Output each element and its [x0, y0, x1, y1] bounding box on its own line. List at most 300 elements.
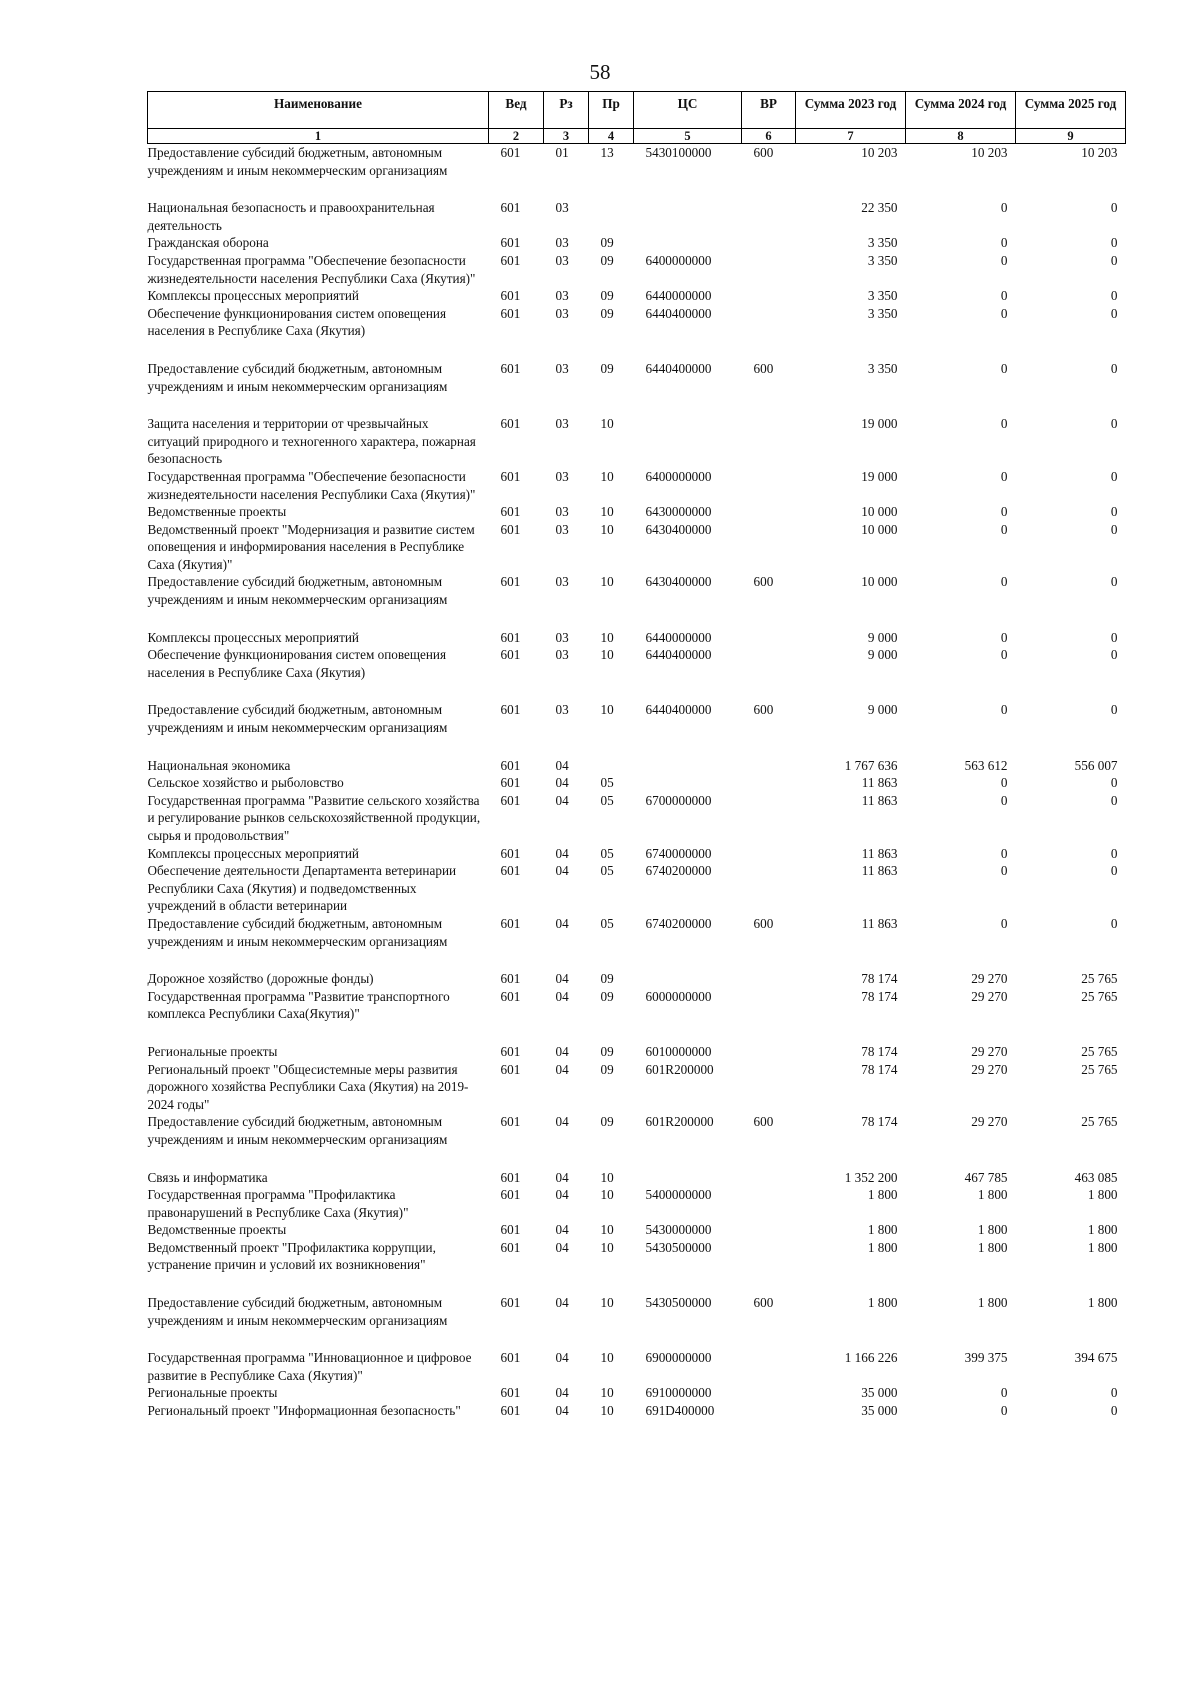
header-number: 8: [906, 129, 1016, 144]
cell-sum-2024: 29 270: [971, 988, 1008, 1004]
cell-pr: 09: [600, 305, 614, 321]
table-row: [148, 573, 1126, 628]
header-number: 3: [544, 129, 589, 144]
header-number: 5: [634, 129, 742, 144]
cell-pr: 10: [600, 416, 614, 432]
cell-cs: 6740000000: [645, 845, 712, 861]
cell-cs: 6440400000: [645, 305, 712, 321]
header-number: 2: [489, 129, 544, 144]
table-row: [148, 970, 1126, 988]
table-body: [148, 144, 1126, 1420]
cell-sum-2024: 0: [1000, 1385, 1008, 1401]
header-number: 6: [742, 129, 796, 144]
cell-sum-2024: 29 270: [971, 1114, 1008, 1130]
cell-vr: [742, 774, 796, 792]
table-row: [148, 774, 1126, 792]
cell-rz: 04: [555, 1114, 569, 1130]
cell-name: Предоставление субсидий бюджетным, автономным учреждениям и иным некоммерческим организациям: [147, 574, 448, 608]
page-number: 58: [589, 60, 611, 84]
table-row: [148, 360, 1126, 415]
cell-sum-2024: 0: [1000, 863, 1008, 879]
table-row: [148, 521, 1126, 574]
cell-vr: [742, 199, 796, 234]
cell-rz: 03: [555, 200, 569, 216]
table-row: [148, 757, 1126, 775]
cell-vr: [742, 1384, 796, 1402]
cell-sum-2025: 0: [1110, 360, 1118, 376]
cell-rz: 04: [555, 1222, 569, 1238]
cell-vr: [742, 1349, 796, 1384]
cell-ved: 601: [500, 647, 521, 663]
cell-cs: 6440000000: [645, 288, 712, 304]
cell-sum-2025: 463 085: [1074, 1169, 1118, 1185]
cell-pr: 10: [600, 521, 614, 537]
cell-cs: 6430000000: [645, 504, 712, 520]
cell-cs: 6440400000: [645, 360, 712, 376]
cell-name: Региональные проекты: [147, 1043, 278, 1059]
cell-sum-2024: 0: [1000, 647, 1008, 663]
cell-pr: 10: [600, 1403, 614, 1419]
cell-name: Национальная безопасность и правоохранительная деятельность: [147, 200, 435, 233]
cell-ved: 601: [500, 360, 521, 376]
cell-ved: 601: [500, 1114, 521, 1130]
cell-vr: 600: [753, 360, 774, 376]
cell-vr: [742, 1061, 796, 1114]
table-row: [148, 415, 1126, 468]
cell-ved: 601: [500, 1403, 521, 1419]
cell-sum-2024: 0: [1000, 288, 1008, 304]
cell-sum-2025: 0: [1110, 863, 1118, 879]
cell-sum-2023: 1 800: [867, 1187, 898, 1203]
cell-cs: 6400000000: [645, 468, 712, 484]
cell-sum-2025: 0: [1110, 702, 1118, 718]
cell-sum-2023: 1 352 200: [844, 1169, 898, 1185]
cell-ved: 601: [500, 1061, 521, 1077]
cell-sum-2023: 35 000: [861, 1385, 898, 1401]
header-rz: Рз: [544, 92, 589, 129]
cell-rz: 04: [555, 1043, 569, 1059]
cell-name: Государственная программа "Развитие сельского хозяйства и регулирование рынков сельскохозяйственной продукции, сырья и продовольствия": [147, 792, 481, 843]
cell-rz: 03: [555, 305, 569, 321]
cell-pr: 10: [600, 1239, 614, 1255]
cell-sum-2024: 1 800: [977, 1239, 1008, 1255]
cell-sum-2024: 467 785: [964, 1169, 1008, 1185]
header-sum-2024: Сумма 2024 год: [906, 92, 1016, 129]
cell-ved: 601: [500, 288, 521, 304]
cell-ved: 601: [500, 845, 521, 861]
cell-cs: 5430100000: [645, 145, 712, 160]
cell-sum-2023: 10 203: [861, 145, 898, 160]
cell-sum-2023: 11 863: [861, 863, 898, 879]
cell-pr: 09: [600, 1114, 614, 1130]
cell-name: Предоставление субсидий бюджетным, автономным учреждениям и иным некоммерческим организациям: [147, 145, 448, 178]
cell-sum-2024: 29 270: [971, 971, 1008, 987]
cell-pr: 05: [600, 775, 614, 791]
cell-vr: [742, 468, 796, 503]
cell-rz: 04: [555, 1187, 569, 1203]
table-row: [148, 792, 1126, 845]
header-number: 1: [148, 129, 489, 144]
cell-sum-2023: 11 863: [861, 775, 898, 791]
cell-cs: [634, 234, 742, 252]
cell-cs: 5430500000: [645, 1239, 712, 1255]
cell-sum-2024: 10 203: [971, 145, 1008, 160]
cell-cs: 5400000000: [645, 1187, 712, 1203]
cell-pr: 10: [600, 629, 614, 645]
cell-sum-2023: 1 166 226: [844, 1350, 898, 1366]
cell-sum-2024: 0: [1000, 235, 1008, 251]
cell-pr: 13: [600, 145, 614, 160]
cell-sum-2023: 9 000: [867, 647, 898, 663]
cell-rz: 03: [555, 702, 569, 718]
cell-rz: 03: [555, 468, 569, 484]
table-row: [148, 1061, 1126, 1114]
cell-vr: [742, 1402, 796, 1420]
cell-rz: 04: [555, 988, 569, 1004]
cell-name: Государственная программа "Развитие транспортного комплекса Республики Саха(Якутия)": [147, 988, 450, 1022]
cell-rz: 03: [555, 252, 569, 268]
table-row: [148, 629, 1126, 647]
cell-sum-2023: 19 000: [861, 468, 898, 484]
cell-ved: 601: [500, 1350, 521, 1366]
cell-sum-2023: 11 863: [861, 845, 898, 861]
table-row: [148, 305, 1126, 360]
cell-sum-2025: 0: [1110, 504, 1118, 520]
cell-name: Государственная программа "Обеспечение безопасности жизнедеятельности населения Республики Саха (Якутия)": [147, 468, 476, 502]
cell-cs: 6440000000: [645, 629, 712, 645]
cell-vr: [742, 757, 796, 775]
cell-sum-2025: 0: [1110, 1385, 1118, 1401]
cell-name: Государственная программа "Инновационное и цифровое развитие в Республике Саха (Якутия)": [147, 1350, 472, 1383]
table-row: [148, 862, 1126, 915]
budget-table: [147, 91, 1126, 1420]
cell-name: Гражданская оборона: [147, 235, 269, 251]
cell-ved: 601: [500, 1295, 521, 1311]
cell-ved: 601: [500, 1239, 521, 1255]
cell-ved: 601: [500, 200, 521, 216]
cell-sum-2025: 0: [1110, 574, 1118, 590]
cell-ved: 601: [500, 574, 521, 590]
header-cs: ЦС: [634, 92, 742, 129]
cell-name: Комплексы процессных мероприятий: [147, 288, 359, 304]
cell-name: Связь и информатика: [147, 1169, 268, 1185]
cell-name: Ведомственные проекты: [147, 1222, 287, 1238]
table-row: [148, 646, 1126, 701]
cell-sum-2025: 0: [1110, 235, 1118, 251]
cell-sum-2025: 0: [1110, 521, 1118, 537]
cell-sum-2025: 25 765: [1081, 1043, 1118, 1059]
cell-rz: 03: [555, 521, 569, 537]
cell-ved: 601: [500, 792, 521, 808]
cell-vr: [742, 862, 796, 915]
cell-name: Защита населения и территории от чрезвычайных ситуаций природного и техногенного характера, пожарная безопасность: [147, 416, 476, 467]
cell-vr: [742, 1221, 796, 1239]
cell-cs: 691D400000: [645, 1403, 715, 1419]
cell-vr: [742, 1239, 796, 1294]
table-row: [148, 701, 1126, 756]
table-row: [148, 1113, 1126, 1168]
cell-sum-2023: 10 000: [861, 504, 898, 520]
cell-cs: 6900000000: [645, 1350, 712, 1366]
cell-sum-2025: 0: [1110, 775, 1118, 791]
cell-ved: 601: [500, 629, 521, 645]
cell-rz: 04: [555, 757, 569, 773]
cell-vr: [742, 970, 796, 988]
cell-sum-2024: 0: [1000, 845, 1008, 861]
cell-sum-2025: 556 007: [1074, 757, 1118, 773]
cell-ved: 601: [500, 521, 521, 537]
table-row: [148, 503, 1126, 521]
cell-pr: 05: [600, 845, 614, 861]
cell-rz: 01: [555, 145, 569, 160]
cell-name: Предоставление субсидий бюджетным, автономным учреждениям и иным некоммерческим организациям: [147, 1295, 448, 1328]
cell-rz: 04: [555, 971, 569, 987]
cell-sum-2024: 0: [1000, 504, 1008, 520]
cell-sum-2024: 0: [1000, 702, 1008, 718]
cell-pr: 09: [600, 988, 614, 1004]
cell-ved: 601: [500, 988, 521, 1004]
header-number: 4: [589, 129, 634, 144]
cell-rz: 03: [555, 647, 569, 663]
cell-cs: [634, 1169, 742, 1187]
cell-sum-2025: 0: [1110, 252, 1118, 268]
cell-cs: [634, 757, 742, 775]
cell-sum-2023: 22 350: [861, 200, 898, 216]
cell-rz: 03: [555, 235, 569, 251]
cell-pr: 09: [600, 235, 614, 251]
cell-sum-2025: 1 800: [1087, 1239, 1118, 1255]
cell-pr: 10: [600, 1295, 614, 1311]
cell-ved: 601: [500, 971, 521, 987]
cell-cs: 6740200000: [645, 915, 712, 931]
cell-rz: 03: [555, 416, 569, 432]
cell-vr: [742, 1186, 796, 1221]
cell-pr: 10: [600, 504, 614, 520]
cell-sum-2024: 0: [1000, 416, 1008, 432]
cell-name: Предоставление субсидий бюджетным, автономным учреждениям и иным некоммерческим организациям: [147, 702, 448, 736]
cell-pr: 05: [600, 915, 614, 931]
cell-name: Ведомственный проект "Профилактика коррупции, устранение причин и условий их возникновения": [147, 1239, 436, 1273]
cell-pr: 05: [600, 863, 614, 879]
cell-sum-2024: 0: [1000, 305, 1008, 321]
cell-vr: 600: [753, 1295, 774, 1311]
cell-pr: 10: [600, 574, 614, 590]
cell-pr: 10: [600, 1385, 614, 1401]
cell-sum-2023: 19 000: [861, 416, 898, 432]
cell-sum-2025: 0: [1110, 1403, 1118, 1419]
cell-pr: 05: [600, 792, 614, 808]
cell-sum-2023: 78 174: [861, 971, 898, 987]
cell-name: Государственная программа "Обеспечение безопасности жизнедеятельности населения Республики Саха (Якутия)": [147, 252, 476, 286]
cell-sum-2025: 0: [1110, 305, 1118, 321]
cell-sum-2024: 399 375: [964, 1350, 1008, 1366]
header-sum-2023: Сумма 2023 год: [796, 92, 906, 129]
cell-sum-2023: 35 000: [861, 1403, 898, 1419]
table-row: [148, 1294, 1126, 1349]
cell-sum-2025: 0: [1110, 200, 1118, 216]
table-row: [148, 1239, 1126, 1294]
cell-pr: 09: [600, 1043, 614, 1059]
cell-pr: 10: [600, 1350, 614, 1366]
cell-sum-2024: 0: [1000, 1403, 1008, 1419]
cell-vr: [742, 1169, 796, 1187]
cell-vr: [742, 503, 796, 521]
cell-ved: 601: [500, 702, 521, 718]
table-row: [148, 199, 1126, 234]
cell-pr: 09: [600, 288, 614, 304]
cell-sum-2024: 1 800: [977, 1187, 1008, 1203]
header-row: [148, 92, 1126, 129]
cell-sum-2023: 3 350: [867, 288, 898, 304]
cell-cs: 6400000000: [645, 252, 712, 268]
cell-vr: 600: [753, 145, 774, 160]
cell-sum-2023: 10 000: [861, 521, 898, 537]
cell-sum-2023: 3 350: [867, 305, 898, 321]
cell-ved: 601: [500, 235, 521, 251]
cell-name: Обеспечение функционирования систем оповещения населения в Республике Саха (Якутия): [147, 647, 447, 680]
cell-sum-2025: 25 765: [1081, 1114, 1118, 1130]
table-row: [148, 1349, 1126, 1384]
cell-ved: 601: [500, 1043, 521, 1059]
cell-sum-2024: 0: [1000, 915, 1008, 931]
cell-rz: 04: [555, 863, 569, 879]
cell-pr: 10: [600, 1169, 614, 1185]
cell-pr: 09: [600, 360, 614, 376]
cell-sum-2025: 10 203: [1081, 145, 1118, 160]
cell-sum-2023: 1 800: [867, 1222, 898, 1238]
cell-cs: 6010000000: [645, 1043, 712, 1059]
cell-vr: 600: [753, 1114, 774, 1130]
cell-vr: [742, 792, 796, 845]
cell-sum-2025: 0: [1110, 629, 1118, 645]
cell-vr: [742, 988, 796, 1043]
cell-vr: [742, 646, 796, 701]
table-row: [148, 468, 1126, 503]
cell-cs: [634, 415, 742, 468]
cell-sum-2023: 9 000: [867, 629, 898, 645]
cell-sum-2023: 78 174: [861, 988, 898, 1004]
table-row: [148, 845, 1126, 863]
cell-sum-2025: 0: [1110, 288, 1118, 304]
cell-cs: [634, 970, 742, 988]
cell-sum-2023: 78 174: [861, 1114, 898, 1130]
cell-ved: 601: [500, 775, 521, 791]
cell-sum-2025: 0: [1110, 416, 1118, 432]
table-row: [148, 287, 1126, 305]
cell-rz: 04: [555, 1403, 569, 1419]
cell-vr: 600: [753, 574, 774, 590]
cell-pr: 10: [600, 468, 614, 484]
cell-rz: 04: [555, 1385, 569, 1401]
cell-sum-2024: 0: [1000, 468, 1008, 484]
cell-cs: 601R200000: [645, 1061, 714, 1077]
cell-rz: 04: [555, 1169, 569, 1185]
cell-vr: [742, 252, 796, 287]
cell-ved: 601: [500, 305, 521, 321]
header-number: 9: [1016, 129, 1126, 144]
cell-rz: 03: [555, 360, 569, 376]
cell-sum-2023: 3 350: [867, 360, 898, 376]
cell-name: Региональный проект "Информационная безопасность": [147, 1403, 461, 1419]
header-pr: Пр: [589, 92, 634, 129]
cell-sum-2025: 0: [1110, 915, 1118, 931]
cell-name: Ведомственные проекты: [147, 504, 287, 520]
cell-sum-2023: 1 767 636: [844, 757, 898, 773]
cell-rz: 04: [555, 775, 569, 791]
cell-name: Комплексы процессных мероприятий: [147, 629, 359, 645]
cell-cs: 6430400000: [645, 574, 712, 590]
cell-rz: 04: [555, 1350, 569, 1366]
cell-sum-2023: 3 350: [867, 252, 898, 268]
cell-name: Ведомственный проект "Модернизация и развитие систем оповещения и информирования населения в Республике Саха (Якутия)": [147, 521, 475, 572]
header-number-row: [148, 129, 1126, 144]
cell-pr: 09: [600, 1061, 614, 1077]
table-row: [148, 915, 1126, 970]
cell-pr: 10: [600, 1187, 614, 1203]
cell-vr: [742, 415, 796, 468]
cell-cs: [634, 774, 742, 792]
cell-rz: 03: [555, 629, 569, 645]
cell-name: Национальная экономика: [147, 757, 291, 773]
cell-sum-2025: 1 800: [1087, 1222, 1118, 1238]
cell-sum-2024: 29 270: [971, 1061, 1008, 1077]
cell-sum-2024: 0: [1000, 629, 1008, 645]
cell-name: Комплексы процессных мероприятий: [147, 845, 359, 861]
table-row: [148, 1186, 1126, 1221]
table-row: [148, 988, 1126, 1043]
cell-ved: 601: [500, 504, 521, 520]
cell-name: Региональный проект "Общесистемные меры развития дорожного хозяйства Республики Саха (Якутия) на 2019-2024 годы": [147, 1061, 469, 1112]
cell-name: Предоставление субсидий бюджетным, автономным учреждениям и иным некоммерческим организациям: [147, 915, 448, 949]
cell-cs: 6910000000: [645, 1385, 712, 1401]
cell-sum-2024: 0: [1000, 200, 1008, 216]
cell-pr: 10: [600, 702, 614, 718]
cell-rz: 04: [555, 1061, 569, 1077]
cell-ved: 601: [500, 1385, 521, 1401]
table-row: [148, 1221, 1126, 1239]
table-row: [148, 252, 1126, 287]
cell-sum-2024: 0: [1000, 775, 1008, 791]
cell-ved: 601: [500, 416, 521, 432]
cell-name: Предоставление субсидий бюджетным, автономным учреждениям и иным некоммерческим организациям: [147, 360, 448, 394]
cell-name: Сельское хозяйство и рыболовство: [147, 775, 344, 791]
cell-ved: 601: [500, 1169, 521, 1185]
cell-cs: 601R200000: [645, 1114, 714, 1130]
cell-cs: [634, 199, 742, 234]
cell-sum-2025: 0: [1110, 647, 1118, 663]
cell-vr: [742, 305, 796, 360]
cell-ved: 601: [500, 145, 521, 160]
cell-cs: 6000000000: [645, 988, 712, 1004]
cell-ved: 601: [500, 1222, 521, 1238]
cell-pr: 10: [600, 1222, 614, 1238]
cell-sum-2023: 1 800: [867, 1295, 898, 1311]
cell-vr: [742, 234, 796, 252]
cell-rz: 03: [555, 288, 569, 304]
cell-cs: 6740200000: [645, 863, 712, 879]
header-name: Наименование: [148, 92, 489, 129]
cell-pr: [589, 199, 634, 234]
cell-vr: [742, 629, 796, 647]
cell-sum-2024: 29 270: [971, 1043, 1008, 1059]
table-row: [148, 1384, 1126, 1402]
cell-rz: 04: [555, 1239, 569, 1255]
cell-cs: 6440400000: [645, 647, 712, 663]
cell-sum-2023: 3 350: [867, 235, 898, 251]
cell-name: Дорожное хозяйство (дорожные фонды): [147, 971, 374, 987]
cell-cs: 6440400000: [645, 702, 712, 718]
cell-sum-2025: 1 800: [1087, 1187, 1118, 1203]
